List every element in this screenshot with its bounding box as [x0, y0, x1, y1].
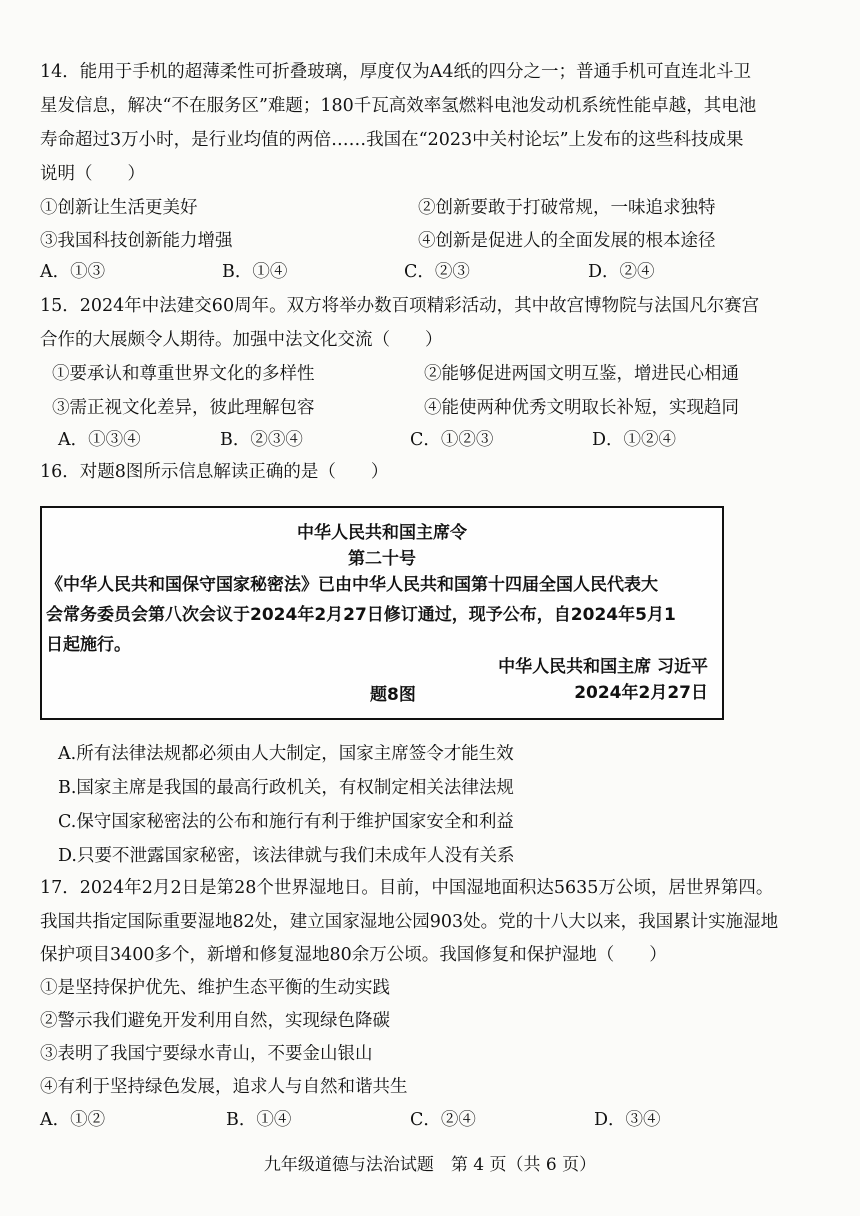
- q15-statement-4: ④能使两种优秀文明取长补短，实现趋同: [424, 398, 739, 418]
- q17-option-b: B．①④: [226, 1110, 292, 1130]
- q15-statement-2: ②能够促进两国文明互鉴，增进民心相通: [424, 364, 739, 384]
- q14-stem-line-4: 说明（ ）: [40, 164, 145, 184]
- q16-option-d: D.只要不泄露国家秘密，该法律就与我们未成年人没有关系: [58, 846, 515, 866]
- q14-option-c: C．②③: [404, 262, 470, 282]
- q14-option-b: B．①④: [222, 262, 288, 282]
- q17-stem-line-1: 17．2024年2月2日是第28个世界湿地日。目前，中国湿地面积达5635万公顷，居世界第四。: [40, 878, 774, 898]
- q16-option-b: B.国家主席是我国的最高行政机关，有权制定相关法律法规: [58, 778, 514, 798]
- q16-stem: 16．对题8图所示信息解读正确的是（ ）: [40, 462, 389, 482]
- q17-option-c: C．②④: [410, 1110, 476, 1130]
- figure-number: 第二十号: [348, 549, 416, 569]
- q17-statement-4: ④有利于坚持绿色发展，追求人与自然和谐共生: [40, 1077, 408, 1097]
- figure-signature: 中华人民共和国主席 习近平: [498, 657, 708, 677]
- q15-stem-line-1: 15．2024年中法建交60周年。双方将举办数百项精彩活动，其中故宫博物院与法国凡尔赛宫: [40, 296, 760, 316]
- q17-stem-line-3: 保护项目3400多个，新增和修复湿地80余万公顷。我国修复和保护湿地（ ）: [40, 945, 667, 965]
- q14-statement-2: ②创新要敢于打破常规，一味追求独特: [418, 198, 716, 218]
- q14-statement-3: ③我国科技创新能力增强: [40, 231, 233, 251]
- q14-stem-line-3: 寿命超过3万小时，是行业均值的两倍……我国在“2023中关村论坛”上发布的这些科技成果: [40, 130, 744, 150]
- q16-option-a: A.所有法律法规都必须由人大制定，国家主席签令才能生效: [58, 744, 514, 764]
- figure-title: 中华人民共和国主席令: [297, 523, 467, 543]
- q14-option-d: D．②④: [588, 262, 655, 282]
- q15-statement-3: ③需正视文化差异，彼此理解包容: [52, 398, 315, 418]
- q17-statement-3: ③表明了我国宁要绿水青山，不要金山银山: [40, 1044, 373, 1064]
- q14-statement-1: ①创新让生活更美好: [40, 198, 198, 218]
- page-footer: 九年级道德与法治试题 第 4 页（共 6 页）: [263, 1155, 597, 1175]
- figure-body-line-2: 会常务委员会第八次会议于2024年2月27日修订通过，现予公布，自2024年5月1: [46, 605, 676, 625]
- q15-option-c: C．①②③: [410, 430, 494, 450]
- figure-body-line-1: 《中华人民共和国保守国家秘密法》已由中华人民共和国第十四届全国人民代表大: [46, 575, 658, 595]
- q17-stem-line-2: 我国共指定国际重要湿地82处，建立国家湿地公园903处。党的十八大以来，我国累计实施湿地: [40, 912, 779, 932]
- q15-stem-line-2: 合作的大展颇令人期待。加强中法文化交流（ ）: [40, 330, 443, 350]
- q17-statement-1: ①是坚持保护优先、维护生态平衡的生动实践: [40, 978, 390, 998]
- q17-option-a: A．①②: [40, 1110, 106, 1130]
- q17-statement-2: ②警示我们避免开发利用自然，实现绿色降碳: [40, 1011, 390, 1031]
- q14-stem-line-2: 星发信息，解决“不在服务区”难题；180千瓦高效率氢燃料电池发动机系统性能卓越，其电池: [40, 96, 757, 116]
- figure-caption: 题8图: [370, 685, 416, 705]
- q14-statement-4: ④创新是促进人的全面发展的根本途径: [418, 231, 716, 251]
- q14-stem-line-1: 14．能用于手机的超薄柔性可折叠玻璃，厚度仅为A4纸的四分之一；普通手机可直连北斗卫: [40, 62, 752, 82]
- figure-body-line-3: 日起施行。: [46, 635, 131, 655]
- q16-option-c: C.保守国家秘密法的公布和施行有利于维护国家安全和利益: [58, 812, 514, 832]
- presidential-order-figure: [40, 506, 724, 720]
- q15-option-d: D．①②④: [592, 430, 677, 450]
- q17-option-d: D．③④: [594, 1110, 661, 1130]
- q15-option-a: A．①③④: [58, 430, 141, 450]
- q15-statement-1: ①要承认和尊重世界文化的多样性: [52, 364, 315, 384]
- q14-option-a: A．①③: [40, 262, 106, 282]
- figure-date: 2024年2月27日: [574, 683, 708, 703]
- q15-option-b: B．②③④: [220, 430, 303, 450]
